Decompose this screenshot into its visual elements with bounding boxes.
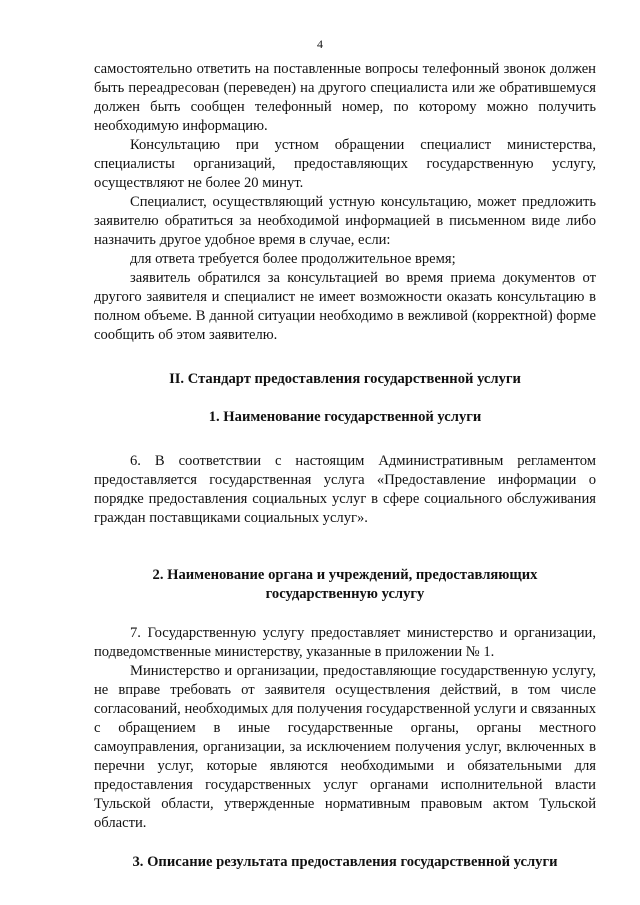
list-item-applicant-during-reception: заявитель обратился за консультацией во время приема документов от другого заявителя и специалист не имеет возможности оказать консультацию в полном объеме. В данной ситуации необходимо в вежливой (корректной) форме сообщить об этом заявителю. [94, 270, 596, 343]
paragraph-continuation: самостоятельно ответить на поставленные вопросы телефонный звонок должен быть переадресован (переведен) на другого специалиста или же обратившемуся должен быть сообщен телефонный номер, по которому можно получить необходимую информацию. [94, 61, 596, 134]
subsection-heading-2-line-2: государственную услугу [265, 586, 425, 602]
paragraph-written-consultation: Специалист, осуществляющий устную консультацию, может предложить заявителю обратиться за необходимой информацией в письменном виде либо назначить другое удобное время в случае, если: [94, 194, 596, 248]
paragraph-ministry-restrictions: Министерство и организации, предоставляющие государственную услугу, не вправе требовать от заявителя осуществления действий, в том числе согласований, необходимых для получения государственной услуги и связанных с обращением в иные государственные органы, органы местного самоуправления, организации, за исключением получения услуг, включенных в перечни услуг, которые являются необходимыми и обязательными для предоставления государственных услуг органами исполнительной власти Тульской области, утвержденные нормативным правовым актом Тульской области. [94, 663, 596, 831]
paragraph-6: 6. В соответствии с настоящим Административным регламентом предоставляется государственная услуга «Предоставление информации о порядке предоставления социальных услуг в сфере социального обслуживания граждан поставщиками социальных услуг». [94, 453, 596, 526]
list-item-longer-time: для ответа требуется более продолжительное время; [130, 251, 456, 267]
paragraph-7: 7. Государственную услугу предоставляет министерство и организации, подведомственные министерству, указанные в приложении № 1. [94, 625, 596, 660]
subsection-heading-1: 1. Наименование государственной услуги [208, 409, 482, 425]
subsection-heading-2-line-1: 2. Наименование органа и учреждений, предоставляющих [152, 567, 538, 583]
paragraph-consultation-time: Консультацию при устном обращении специалист министерства, специалисты организаций, предоставляющих государственную услугу, осуществляют не более 20 минут. [94, 137, 596, 191]
document-body [94, 60, 596, 872]
section-heading-2: II. Стандарт предоставления государственной услуги [169, 371, 521, 387]
subsection-heading-3: 3. Описание результата предоставления государственной услуги [132, 854, 558, 870]
page-number: 4 [317, 37, 323, 51]
